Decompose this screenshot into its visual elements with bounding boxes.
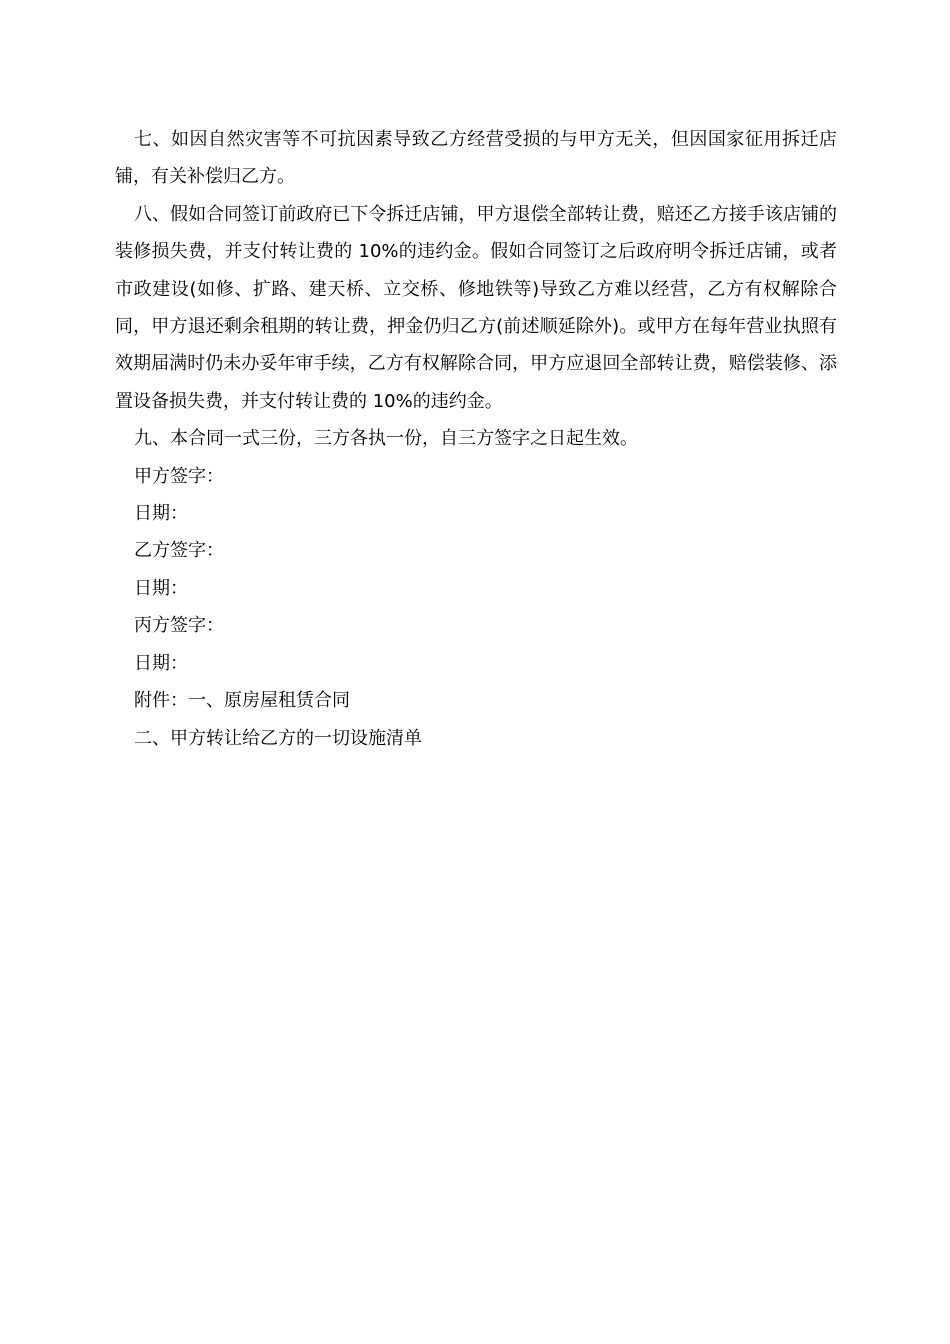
document-body (115, 121, 837, 757)
attachment-item-2: 二、甲方转让给乙方的一切设施清单 (134, 727, 422, 749)
party-b-date-label: 日期： (134, 577, 188, 599)
clause-nine: 九、本合同一式三份，三方各执一份，自三方签字之日起生效。 (134, 428, 638, 450)
party-a-signature-label: 甲方签字： (134, 465, 224, 487)
clause-eight: 八、假如合同签订前政府已下令拆迁店铺，甲方退偿全部转让费，赔还乙方接手该店铺的装修损失费，并支付转让费的 10%的违约金。假如合同签订之后政府明令拆迁店铺，或者市政建设(如修、扩路、建天桥、立交桥、修地铁等)导致乙方难以经营，乙方有权解除合同，甲方退还剩余租期的转让费，押金仍归乙方(前述顺延除外)。或甲方在每年营业执照有效期届满时仍未办妥年审手续，乙方有权解除合同，甲方应退回全部转让费，赔偿装修、添置设备损失费，并支付转让费的 10%的违约金。 (115, 203, 837, 412)
party-b-signature-label: 乙方签字： (134, 540, 224, 562)
party-a-date-label: 日期： (134, 503, 188, 525)
party-c-date-label: 日期： (134, 652, 188, 674)
attachment-item-1: 附件：一、原房屋租赁合同 (134, 690, 350, 712)
party-c-signature-label: 丙方签字： (134, 615, 224, 637)
clause-seven: 七、如因自然灾害等不可抗因素导致乙方经营受损的与甲方无关，但因国家征用拆迁店铺，有关补偿归乙方。 (115, 129, 837, 188)
